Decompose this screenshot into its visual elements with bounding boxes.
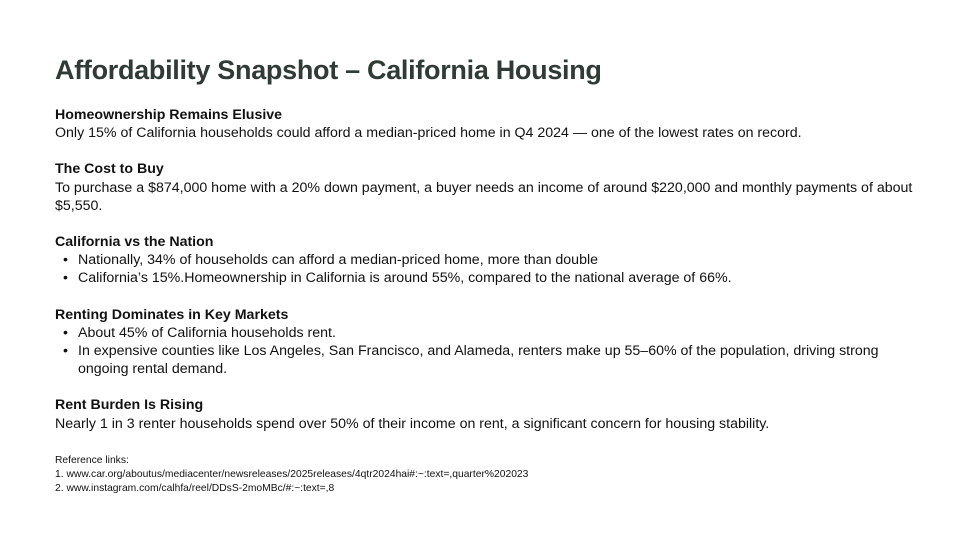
list-item xyxy=(55,251,915,269)
reference-link[interactable]: 2. www.instagram.com/calhfa/reel/DDsS-2moMBc/#:~:text=,8 xyxy=(55,483,335,494)
list-item-text: California’s 15%.Homeownership in California is around 55%, compared to the national average of 66%. xyxy=(78,270,732,287)
slide-content xyxy=(55,106,915,451)
section-heading: California vs the Nation xyxy=(55,234,214,251)
section-text: Nearly 1 in 3 renter households spend over 50% of their income on rent, a significant concern for housing stability. xyxy=(55,415,770,432)
list-item-text: Nationally, 34% of households can afford a median-priced home, more than double xyxy=(78,252,599,269)
bullet-icon: • xyxy=(63,324,68,341)
section-rent-burden xyxy=(55,396,915,432)
section-renting xyxy=(55,306,915,379)
section-california-vs-nation xyxy=(55,233,915,288)
bullet-list xyxy=(55,251,915,287)
reference-label: Reference links: xyxy=(55,455,129,466)
section-text: Only 15% of California households could afford a median-priced home in Q4 2024 — one of the lowest rates on record. xyxy=(55,125,802,142)
section-homeownership xyxy=(55,106,915,142)
bullet-icon: • xyxy=(63,252,68,269)
bullet-icon: • xyxy=(63,343,68,360)
page-title: Affordability Snapshot – California Housing xyxy=(55,55,602,85)
bullet-list xyxy=(55,324,915,379)
bullet-icon: • xyxy=(63,270,68,287)
list-item xyxy=(55,324,915,342)
section-heading: The Cost to Buy xyxy=(55,161,164,178)
list-item-text: About 45% of California households rent. xyxy=(78,324,336,341)
list-item-text: In expensive counties like Los Angeles, San Francisco, and Alameda, renters make up 55–60% of the population, driving strong ongoing rental demand. xyxy=(78,343,879,378)
list-item xyxy=(55,342,915,378)
reference-links xyxy=(55,454,528,496)
list-item xyxy=(55,269,915,287)
section-heading: Renting Dominates in Key Markets xyxy=(55,306,289,323)
section-text: To purchase a $874,000 home with a 20% down payment, a buyer needs an income of around $220,000 and monthly payments of about $5,550. xyxy=(55,179,913,214)
section-heading: Homeownership Remains Elusive xyxy=(55,107,283,123)
reference-link[interactable]: 1. www.car.org/aboutus/mediacenter/newsreleases/2025releases/4qtr2024hai#:~:text=,quarter%202023 xyxy=(55,469,529,480)
section-heading: Rent Burden Is Rising xyxy=(55,397,204,414)
section-cost-to-buy xyxy=(55,160,915,215)
